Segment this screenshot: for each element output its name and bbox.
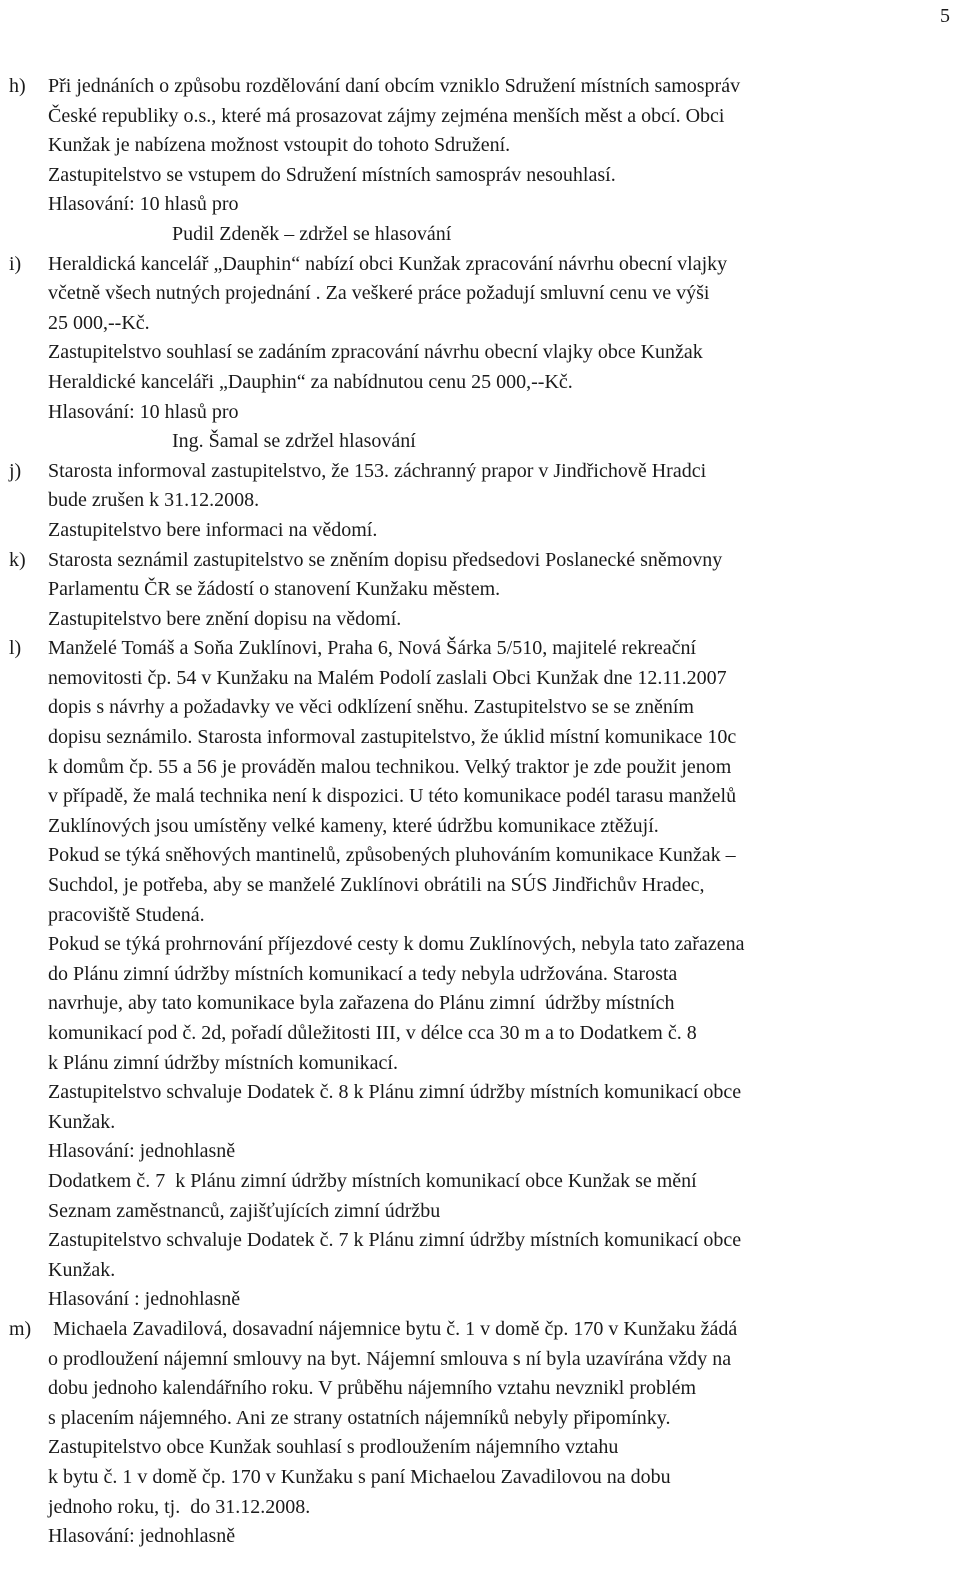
paragraph-line: Manželé Tomáš a Soňa Zuklínovi, Praha 6, Nová Šárka 5/510, majitelé rekreační bbox=[48, 637, 697, 660]
section-l-line-15 bbox=[0, 1049, 960, 1079]
page-number: 5 bbox=[940, 5, 950, 27]
paragraph-line: o prodloužení nájemní smlouvy na byt. Nájemní smlouva s ní byla uzavírána vždy na bbox=[48, 1347, 732, 1370]
paragraph-line: Zastupitelstvo se vstupem do Sdružení místních samospráv nesouhlasí. bbox=[48, 163, 616, 186]
section-j-line-3 bbox=[0, 516, 960, 546]
section-i-line-2 bbox=[0, 279, 960, 309]
section-h-abstention bbox=[0, 220, 960, 250]
section-k-line-2 bbox=[0, 575, 960, 605]
paragraph-line: Starosta seznámil zastupitelstvo se zněním dopisu předsedovi Poslanecké sněmovny bbox=[48, 548, 723, 571]
section-k-line-1 bbox=[0, 546, 960, 576]
paragraph-line: České republiky o.s., které má prosazovat zájmy zejména menších měst a obcí. Obci bbox=[48, 104, 725, 127]
vote-result: Hlasování : jednohlasně bbox=[48, 1288, 241, 1311]
section-j-line-1 bbox=[0, 457, 960, 487]
section-l-line-11 bbox=[0, 930, 960, 960]
vote-result: Hlasování: jednohlasně bbox=[48, 1140, 236, 1163]
paragraph-line: dopis s návrhy a požadavky ve věci odklízení sněhu. Zastupitelstvo se se zněním bbox=[48, 696, 694, 719]
abstention-note: Ing. Šamal se zdržel hlasování bbox=[172, 430, 416, 453]
section-m-line-2 bbox=[0, 1345, 960, 1375]
document-body bbox=[0, 72, 960, 1552]
paragraph-line: Zastupitelstvo schvaluje Dodatek č. 8 k Plánu zimní údržby místních komunikací obce bbox=[48, 1081, 742, 1104]
section-l-vote-2 bbox=[0, 1285, 960, 1315]
paragraph-line: Heraldická kancelář „Dauphin“ nabízí obci Kunžak zpracování návrhu obecní vlajky bbox=[48, 252, 728, 275]
section-l-line-8 bbox=[0, 841, 960, 871]
section-l-line-14 bbox=[0, 1019, 960, 1049]
section-h-marker: h) bbox=[9, 75, 26, 97]
paragraph-line: Zastupitelstvo bere informaci na vědomí. bbox=[48, 518, 378, 541]
paragraph-line: k Plánu zimní údržby místních komunikací. bbox=[48, 1051, 398, 1074]
section-m-marker: m) bbox=[9, 1317, 32, 1340]
paragraph-line: Zastupitelstvo bere znění dopisu na vědomí. bbox=[48, 607, 402, 630]
section-l-line-6 bbox=[0, 782, 960, 812]
section-m-line-7 bbox=[0, 1493, 960, 1523]
section-m-line-5 bbox=[0, 1433, 960, 1463]
section-l-line-21 bbox=[0, 1226, 960, 1256]
section-m-line-3 bbox=[0, 1374, 960, 1404]
paragraph-line: navrhuje, aby tato komunikace byla zařazena do Plánu zimní údržby místních bbox=[48, 992, 675, 1015]
vote-result: Hlasování: 10 hlasů pro bbox=[48, 400, 239, 423]
paragraph-line: 25 000,--Kč. bbox=[48, 311, 150, 334]
paragraph-line: Zastupitelstvo souhlasí se zadáním zpracování návrhu obecní vlajky obce Kunžak bbox=[48, 341, 703, 364]
paragraph-line: dobu jednoho kalendářního roku. V průběhu nájemního vztahu nevznikl problém bbox=[48, 1377, 697, 1400]
section-l-line-1 bbox=[0, 634, 960, 664]
paragraph-line: v případě, že malá technika není k dispozici. U této komunikace podél tarasu manželů bbox=[48, 785, 737, 808]
paragraph-line: pracoviště Studená. bbox=[48, 903, 205, 926]
section-k-marker: k) bbox=[9, 548, 26, 571]
paragraph-line: Starosta informoval zastupitelstvo, že 153. záchranný prapor v Jindřichově Hradci bbox=[48, 459, 707, 482]
section-i-line-5 bbox=[0, 368, 960, 398]
section-l-line-7 bbox=[0, 812, 960, 842]
section-i-abstention bbox=[0, 427, 960, 457]
section-i-line-1 bbox=[0, 250, 960, 280]
section-k-line-3 bbox=[0, 605, 960, 635]
section-m-vote bbox=[0, 1522, 960, 1552]
paragraph-line: Zuklínových jsou umístěny velké kameny, které údržbu komunikace ztěžují. bbox=[48, 814, 659, 837]
paragraph-line: Michaela Zavadilová, dosavadní nájemnice bytu č. 1 v domě čp. 170 v Kunžaku žádá bbox=[53, 1317, 738, 1340]
section-i-marker: i) bbox=[9, 252, 22, 275]
section-m-line-6 bbox=[0, 1463, 960, 1493]
section-h-line-4 bbox=[0, 161, 960, 191]
paragraph-line: Zastupitelstvo obce Kunžak souhlasí s prodloužením nájemního vztahu bbox=[48, 1436, 619, 1459]
paragraph-line: komunikací pod č. 2d, pořadí důležitosti III, v délce cca 30 m a to Dodatkem č. 8 bbox=[48, 1022, 697, 1044]
vote-result: Hlasování: jednohlasně bbox=[48, 1525, 236, 1548]
section-i-line-4 bbox=[0, 338, 960, 368]
section-h-vote bbox=[0, 190, 960, 220]
paragraph-line: Heraldické kanceláři „Dauphin“ za nabídnutou cenu 25 000,--Kč. bbox=[48, 370, 573, 393]
section-l-vote-1 bbox=[0, 1137, 960, 1167]
section-i-vote bbox=[0, 398, 960, 428]
section-i-line-3 bbox=[0, 309, 960, 339]
section-l-line-4 bbox=[0, 723, 960, 753]
section-h-line-3 bbox=[0, 131, 960, 161]
paragraph-line: Kunžak je nabízena možnost vstoupit do tohoto Sdružení. bbox=[48, 134, 511, 157]
section-l-marker: l) bbox=[9, 637, 22, 660]
paragraph-line: Suchdol, je potřeba, aby se manželé Zuklínovi obrátili na SÚS Jindřichův Hradec, bbox=[48, 874, 705, 897]
section-l-line-12 bbox=[0, 960, 960, 990]
section-l-line-10 bbox=[0, 901, 960, 931]
vote-result: Hlasování: 10 hlasů pro bbox=[48, 193, 239, 216]
paragraph-line: nemovitosti čp. 54 v Kunžaku na Malém Podolí zaslali Obci Kunžak dne 12.11.2007 bbox=[48, 666, 727, 689]
paragraph-line: k bytu č. 1 v domě čp. 170 v Kunžaku s paní Michaelou Zavadilovou na dobu bbox=[48, 1465, 671, 1488]
paragraph-line: s placením nájemného. Ani ze strany ostatních nájemníků nebyly připomínky. bbox=[48, 1406, 671, 1429]
paragraph-line: Seznam zaměstnanců, zajišťujících zimní údržbu bbox=[48, 1199, 441, 1222]
paragraph-line: Dodatkem č. 7 k Plánu zimní údržby místních komunikací obce Kunžak se mění bbox=[48, 1169, 697, 1192]
section-l-line-17 bbox=[0, 1108, 960, 1138]
paragraph-line: Kunžak. bbox=[48, 1258, 116, 1281]
section-l-line-3 bbox=[0, 693, 960, 723]
paragraph-line: Při jednáních o způsobu rozdělování daní obcím vzniklo Sdružení místních samospráv bbox=[48, 75, 741, 97]
section-l-line-2 bbox=[0, 664, 960, 694]
section-l-line-5 bbox=[0, 753, 960, 783]
paragraph-line: do Plánu zimní údržby místních komunikací a tedy nebyla udržována. Starosta bbox=[48, 962, 678, 985]
section-h-line-2 bbox=[0, 102, 960, 132]
section-m-line-4 bbox=[0, 1404, 960, 1434]
paragraph-line: jednoho roku, tj. do 31.12.2008. bbox=[48, 1495, 311, 1518]
paragraph-line: Pokud se týká sněhových mantinelů, způsobených pluhováním komunikace Kunžak – bbox=[48, 844, 736, 867]
section-j-line-2 bbox=[0, 486, 960, 516]
section-l-line-9 bbox=[0, 871, 960, 901]
paragraph-line: Zastupitelstvo schvaluje Dodatek č. 7 k Plánu zimní údržby místních komunikací obce bbox=[48, 1229, 742, 1252]
section-l-line-16 bbox=[0, 1078, 960, 1108]
paragraph-line: včetně všech nutných projednání . Za veškeré práce požadují smluvní cenu ve výši bbox=[48, 282, 710, 305]
section-j-marker: j) bbox=[9, 459, 22, 482]
paragraph-line: Kunžak. bbox=[48, 1110, 116, 1133]
section-l-line-22 bbox=[0, 1256, 960, 1286]
section-l-line-20 bbox=[0, 1197, 960, 1227]
paragraph-line: bude zrušen k 31.12.2008. bbox=[48, 489, 260, 512]
section-m-line-1 bbox=[0, 1315, 960, 1345]
section-l-line-19 bbox=[0, 1167, 960, 1197]
section-l-line-13 bbox=[0, 989, 960, 1019]
paragraph-line: Pokud se týká prohrnování příjezdové cesty k domu Zuklínových, nebyla tato zařazena bbox=[48, 933, 745, 956]
paragraph-line: k domům čp. 55 a 56 je prováděn malou technikou. Velký traktor je zde použit jenom bbox=[48, 755, 732, 778]
paragraph-line: Parlamentu ČR se žádostí o stanovení Kunžaku městem. bbox=[48, 578, 501, 601]
abstention-note: Pudil Zdeněk – zdržel se hlasování bbox=[172, 222, 452, 245]
section-h-line-1 bbox=[0, 72, 960, 102]
paragraph-line: dopisu seznámilo. Starosta informoval zastupitelstvo, že úklid místní komunikace 10c bbox=[48, 726, 737, 749]
